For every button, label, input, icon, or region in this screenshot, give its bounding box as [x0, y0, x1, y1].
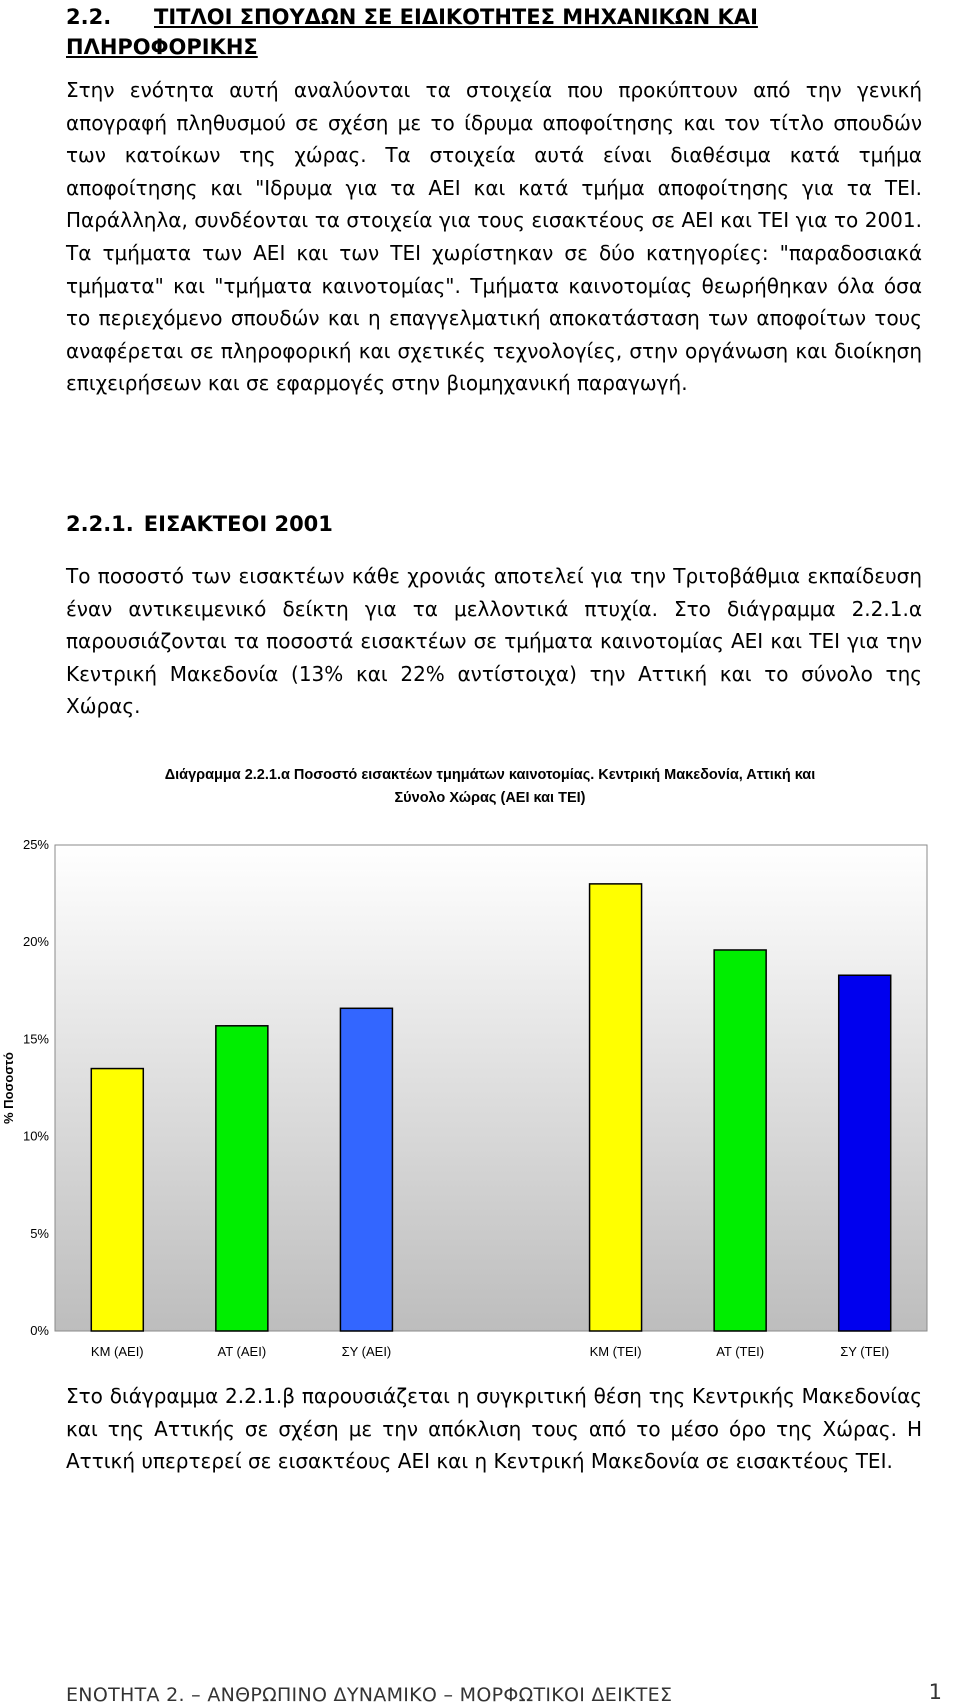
x-axis-labels — [91, 1344, 889, 1359]
intro-paragraph: Στην ενότητα αυτή αναλύονται τα στοιχεία που προκύπτουν από την γενική απογραφή πληθυσμού σε σχέση με το ίδρυμα αποφοίτησης και τον τίτλο σπουδών των κατοίκων της χώρας. Τα στοιχεία αυτά είναι διαθέσιμα κατά τμήμα αποφοίτησης και "Ιδρυμα για τα ΑΕΙ και κατά τμήμα αποφοίτησης για τα ΤΕΙ. Παράλληλα, συνδέονται τα στοιχεία για τους εισακτέους σε ΑΕΙ και ΤΕΙ για το 2001. Τα τμήματα των ΑΕΙ και των ΤΕΙ χωρίστηκαν σε δύο κατηγορίες: "παραδοσιακά τμήματα" και "τμήματα καινοτομίας". Τμήματα καινοτομίας θεωρήθηκαν όλα όσα το περιεχόμενο σπουδών και η επαγγελματική αποκατάσταση των αποφοίτων τους αναφέρεται σε πληροφορική και σχετικές τεχνολογίες, στην οργάνωση και διοίκηση επιχειρήσεων και σε εφαρμογές στην βιομηχανική παραγωγή. — [66, 78, 922, 396]
y-tick-label: 5% — [30, 1225, 49, 1241]
subsection-heading — [66, 512, 333, 536]
chart-caption-line2: Σύνολο Χώρας (ΑΕΙ και ΤΕΙ) — [394, 790, 586, 806]
chart-caption — [90, 764, 890, 810]
section-number: 2.2. — [66, 5, 112, 29]
y-tick-label: 0% — [30, 1323, 49, 1338]
chart-caption-line1: Διάγραμμα 2.2.1.α Ποσοστό εισακτέων τμημάτων καινοτομίας. Κεντρική Μακεδονία, Αττική και — [164, 767, 816, 783]
bar — [714, 950, 766, 1331]
closing-paragraph: Στο διάγραμμα 2.2.1.β παρουσιάζεται η συγκριτική θέση της Κεντρικής Μακεδονίας και της Αττικής σε σχέση με την απόκλιση τους από το μέσο όρο της Χώρας. Η Αττική υπερτερεί σε εισακτέους ΑΕΙ και η Κεντρική Μακεδονία σε εισακτέους ΤΕΙ. — [66, 1384, 922, 1474]
plot-area — [55, 845, 927, 1331]
subsection-number: 2.2.1. — [66, 512, 134, 536]
y-tick-label: 15% — [22, 1031, 49, 1047]
page-number: 1 — [928, 1680, 942, 1704]
x-tick-label: ΑΤ (ΤΕΙ) — [716, 1344, 765, 1359]
bar — [839, 975, 891, 1331]
y-axis-label: % Ποσοστό — [1, 1052, 16, 1124]
y-tick-label: 10% — [22, 1128, 49, 1144]
y-axis-ticks — [23, 837, 49, 1338]
y-tick-label: 20% — [22, 934, 49, 950]
bar — [340, 1008, 392, 1331]
bar — [91, 1069, 143, 1331]
x-tick-label: ΚΜ (ΤΕΙ) — [589, 1344, 642, 1359]
x-tick-label: ΚΜ (ΑΕΙ) — [90, 1344, 144, 1359]
section-title: ΤΙΤΛΟΙ ΣΠΟΥΔΩΝ ΣΕ ΕΙΔΙΚΟΤΗΤΕΣ ΜΗΧΑΝΙΚΩΝ ΚΑΙ ΠΛΗΡΟΦΟΡΙΚΗΣ — [66, 5, 758, 59]
bar — [590, 884, 642, 1331]
bar — [216, 1026, 268, 1331]
subsection-paragraph: Το ποσοστό των εισακτέων κάθε χρονιάς αποτελεί για την Τριτοβάθμια εκπαίδευση έναν αντικειμενικό δείκτη για τα μελλοντικά πτυχία. Στο διάγραμμα 2.2.1.α παρουσιάζονται τα ποσοστά εισακτέων σε τμήματα καινοτομίας ΑΕΙ και ΤΕΙ για την Κεντρική Μακεδονία (13% και 22% αντίστοιχα) την Αττική και το σύνολο της Χώρας. — [66, 564, 922, 719]
x-tick-label: ΣΥ (ΤΕΙ) — [840, 1344, 890, 1359]
y-tick-label: 25% — [22, 837, 49, 852]
x-tick-label: ΣΥ (ΑΕΙ) — [341, 1344, 392, 1359]
subsection-title: ΕΙΣΑΚΤΕΟΙ 2001 — [143, 512, 333, 536]
section-heading — [66, 2, 906, 62]
bar-chart — [0, 820, 960, 1370]
footer-text: ΕΝΟΤΗΤΑ 2. – ΑΝΘΡΩΠΙΝΟ ΔΥΝΑΜΙΚΟ – ΜΟΡΦΩΤΙΚΟΙ ΔΕΙΚΤΕΣ — [66, 1684, 673, 1706]
x-tick-label: ΑΤ (ΑΕΙ) — [217, 1344, 267, 1359]
